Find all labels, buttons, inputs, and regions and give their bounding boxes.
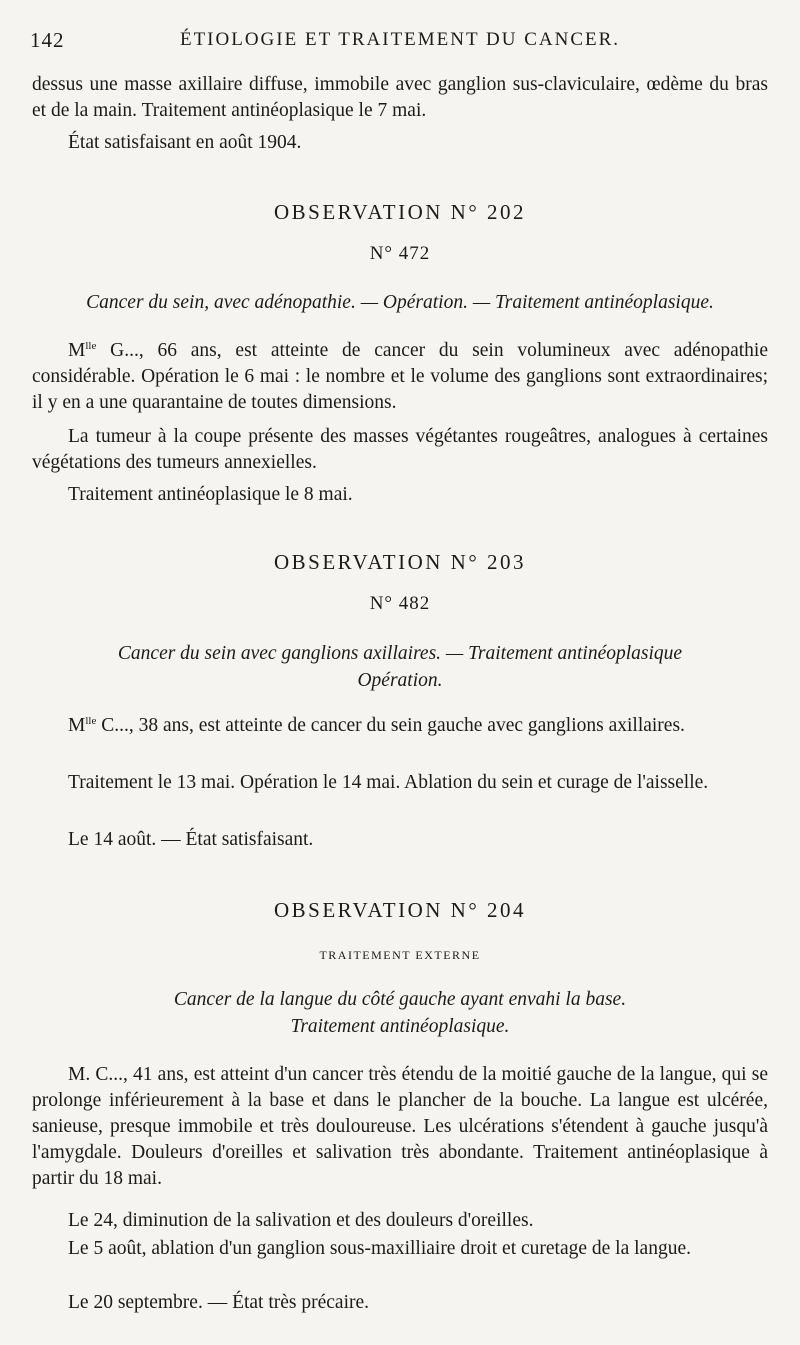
observation-202-paragraph-1-text: G..., 66 ans, est atteinte de cancer du sein volumineux avec adénopathie considérable. Opération le 6 mai : le nombre et le volume des ganglions sont extraordinaires; il y en a une quarantaine de toutes dimensions.: [32, 340, 768, 413]
observation-203-honorific-sup: lle: [85, 715, 97, 727]
observation-204-title: OBSERVATION N° 204: [273, 898, 527, 922]
observation-203-subtitle: [30, 640, 770, 694]
observation-203-paragraph-3: Le 14 août. — État satisfaisant.: [68, 829, 314, 850]
observation-203-subtitle-line-1: Cancer du sein avec ganglions axillaires. — Traitement antinéoplasique: [117, 643, 683, 664]
observation-203-honorific: M: [68, 715, 86, 736]
running-title: ÉTIOLOGIE ET TRAITEMENT DU CANCER.: [179, 29, 621, 50]
observation-203-subtitle-line-2: Opération.: [357, 670, 443, 691]
observation-202-honorific-sup: lle: [85, 340, 97, 352]
observation-204-subtitle: [30, 986, 770, 1040]
observation-202-paragraph-2: La tumeur à la coupe présente des masses végétantes rougeâtres, analogues à certaines végétations des tumeurs annexielles.: [32, 426, 768, 473]
observation-204-subtitle-line-1: Cancer de la langue du côté gauche ayant envahi la base.: [173, 989, 627, 1010]
observation-202-number: N° 472: [369, 243, 431, 264]
observation-204-subtitle-line-2: Traitement antinéoplasique.: [290, 1016, 510, 1037]
observation-203-paragraph-1: [32, 713, 768, 739]
observation-202-subtitle: Cancer du sein, avec adénopathie. — Opération. — Traitement antinéoplasique.: [86, 292, 714, 313]
observation-203-paragraph-2: Traitement le 13 mai. Opération le 14 mai. Ablation du sein et curage de l'aisselle.: [68, 772, 709, 793]
observation-204-paragraph-4: Le 20 septembre. — État très précaire.: [68, 1292, 370, 1313]
observation-203-paragraph-1-text: C..., 38 ans, est atteinte de cancer du sein gauche avec ganglions axillaires.: [96, 715, 685, 736]
observation-204-paragraph-2: Le 24, diminution de la salivation et des douleurs d'oreilles.: [68, 1210, 534, 1231]
observation-204-label: TRAITEMENT EXTERNE: [319, 948, 481, 962]
running-head: [30, 28, 770, 58]
observation-202-paragraph-3: Traitement antinéoplasique le 8 mai.: [68, 484, 353, 505]
observation-202-title: OBSERVATION N° 202: [273, 200, 527, 224]
continuation-status: État satisfaisant en août 1904.: [68, 132, 302, 153]
continuation-paragraph: dessus une masse axillaire diffuse, immobile avec ganglion sus-claviculaire, œdème du bras et de la main. Traitement antinéoplasique le 7 mai.: [32, 74, 768, 121]
page-number: 142: [30, 28, 65, 52]
observation-203-title: OBSERVATION N° 203: [273, 550, 527, 574]
observation-202-paragraph-1: [32, 338, 768, 416]
observation-204-paragraph-3: Le 5 août, ablation d'un ganglion sous-maxilliaire droit et curetage de la langue.: [68, 1238, 691, 1259]
observation-202-honorific: M: [68, 340, 86, 361]
observation-203-number: N° 482: [369, 593, 431, 614]
observation-204-paragraph-1: M. C..., 41 ans, est atteint d'un cancer très étendu de la moitié gauche de la langue, qui se prolonge inférieurement à la base et dans le plancher de la bouche. La langue est ulcérée, sanieuse, presque immobile et très douloureuse. Les ulcérations s'étendent à gauche jusqu'à l'amygdale. Douleurs d'oreilles et salivation très abondante. Traitement antinéoplasique à partir du 18 mai.: [32, 1064, 768, 1189]
